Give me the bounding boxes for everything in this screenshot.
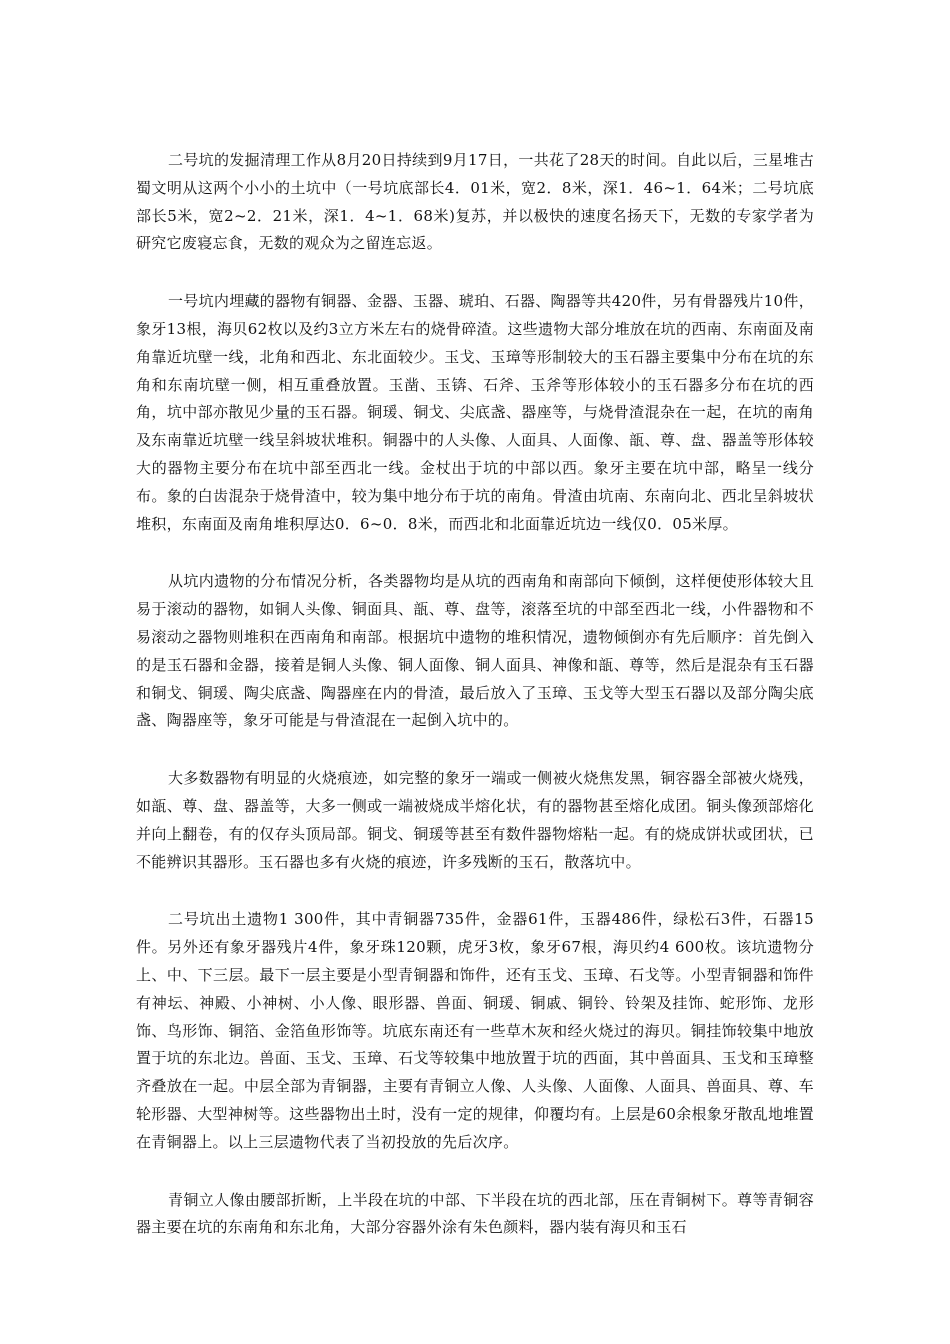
paragraph-burn-traces: 大多数器物有明显的火烧痕迹，如完整的象牙一端或一侧被火烧焦发黑，铜容器全部被火烧残，如瓿、尊、盘、器盖等，大多一侧或一端被烧成半熔化状，有的器物甚至熔化成团。铜头像颈部熔化并向上翻卷，有的仅存头顶局部。铜戈、铜瑗等甚至有数件器物熔粘一起。有的烧成饼状或团状，已不能辨识其器形。玉石器也多有火烧的痕迹，许多残断的玉石，散落坑中。 [136,769,814,871]
paragraph-pit-two-contents: 二号坑出土遗物1 300件，其中青铜器735件，金器61件，玉器486件，绿松石3件，石器15件。另外还有象牙器残片4件，象牙珠120颗，虎牙3枚，象牙67根，海贝约4 600枚。该坑遗物分上、中、下三层。最下一层主要是小型青铜器和饰件，还有玉戈、玉璋、石戈等。小型青铜器和饰件有神坛、神殿、小神树、小人像、眼形器、兽面、铜瑗、铜戚、铜铃、铃架及挂饰、蛇形饰、龙形饰、鸟形饰、铜箔、金箔鱼形饰等。坑底东南还有一些草木灰和经火烧过的海贝。铜挂饰较集中地放置于坑的东北边。兽面、玉戈、玉璋、石戈等较集中地放置于坑的西面，其中兽面具、玉戈和玉璋整齐叠放在一起。中层全部为青铜器，主要有青铜立人像、人头像、人面像、人面具、兽面具、尊、车轮形器、大型神树等。这些器物出土时，没有一定的规律，仰覆均有。上层是60余根象牙散乱地堆置在青铜器上。以上三层遗物代表了当初投放的先后次序。 [136,910,814,1151]
document-body [136,147,814,1272]
paragraph-pit-one-contents: 一号坑内埋藏的器物有铜器、金器、玉器、琥珀、石器、陶器等共420件，另有骨器残片10件，象牙13根，海贝62枚以及约3立方米左右的烧骨碎渣。这些遗物大部分堆放在坑的西南、东南面及南角靠近坑壁一线，北角和西北、东北面较少。玉戈、玉璋等形制较大的玉石器主要集中分布在坑的东角和东南坑壁一侧，相互重叠放置。玉凿、玉锛、石斧、玉斧等形体较小的玉石器多分布在坑的西角，坑中部亦散见少量的玉石器。铜瑗、铜戈、尖底盏、器座等，与烧骨渣混杂在一起，在坑的南角及东南靠近坑壁一线呈斜坡状堆积。铜器中的人头像、人面具、人面像、瓿、尊、盘、器盖等形体较大的器物主要分布在坑中部至西北一线。金杖出于坑的中部以西。象牙主要在坑中部，略呈一线分布。象的白齿混杂于烧骨渣中，较为集中地分布于坑的南角。骨渣由坑南、东南向北、西北呈斜坡状堆积，东南面及南角堆积厚达0．6~0．8米，而西北和北面靠近坑边一线仅0．05米厚。 [136,292,814,533]
paragraph-deposition-analysis: 从坑内遗物的分布情况分析，各类器物均是从坑的西南角和南部向下倾倒，这样便使形体较大且易于滚动的器物，如铜人头像、铜面具、瓿、尊、盘等，滚落至坑的中部至西北一线，小件器物和不易滚动之器物则堆积在西南角和南部。根据坑中遗物的堆积情况，遗物倾倒亦有先后顺序：首先倒入的是玉石器和金器，接着是铜人头像、铜人面像、铜人面具、神像和瓿、尊等，然后是混杂有玉石器和铜戈、铜瑗、陶尖底盏、陶器座在内的骨渣，最后放入了玉璋、玉戈等大型玉石器以及部分陶尖底盏、陶器座等，象牙可能是与骨渣混在一起倒入坑中的。 [136,572,814,730]
paragraph-bronze-figure: 青铜立人像由腰部折断，上半段在坑的中部、下半段在坑的西北部，压在青铜树下。尊等青铜容器主要在坑的东南角和东北角，大部分容器外涂有朱色颜料，器内装有海贝和玉石 [136,1190,814,1237]
paragraph-excavation-duration: 二号坑的发掘清理工作从8月20日持续到9月17日，一共花了28天的时间。自此以后，三星堆古蜀文明从这两个小小的土坑中（一号坑底部长4．01米，宽2．8米，深1．46~1．64米；二号坑底部长5米，宽2~2．21米，深1．4~1．68米)复苏，并以极快的速度名扬天下，无数的专家学者为研究它废寝忘食，无数的观众为之留连忘返。 [136,151,814,253]
